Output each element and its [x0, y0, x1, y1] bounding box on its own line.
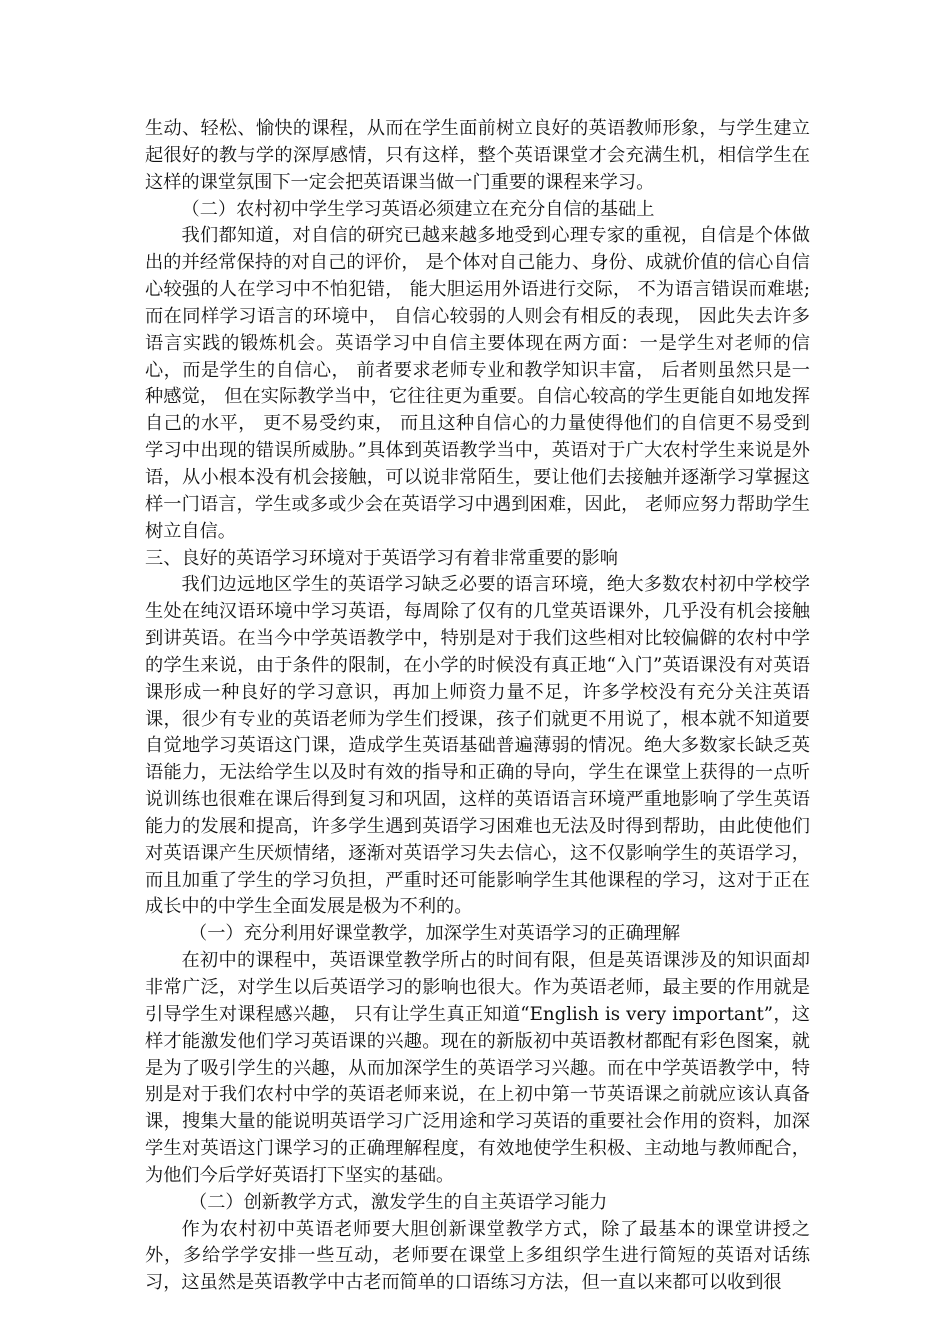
- paragraph-innovative-methods: 作为农村初中英语老师要大胆创新课堂教学方式，除了最基本的课堂讲授之外，多给学学安排一些互动，老师要在课堂上多组织学生进行简短的英语对话练习，这虽然是英语教学中古老而简单的口语练习方法，但一直以来都可以收到很: [145, 1218, 810, 1294]
- paragraph-environment: 我们边远地区学生的英语学习缺乏必要的语言环境，绝大多数农村初中学校学生处在纯汉语环境中学习英语，每周除了仅有的几堂英语课外，几乎没有机会接触到讲英语。在当今中学英语教学中，特别是对于我们这些相对比较偏僻的农村中学的学生来说，由于条件的限制，在小学的时候没有真正地“入门”英语课没有对英语课形成一种良好的学习意识，再加上师资力量不足，许多学校没有充分关注英语课，很少有专业的英语老师为学生们授课，孩子们就更不用说了，根本就不知道要自觉地学习英语这门课，造成学生英语基础普遍薄弱的情况。绝大多数家长缺乏英语能力，无法给学生以及时有效的指导和正确的导向，学生在课堂上获得的一点听说训练也很难在课后得到复习和巩固，这样的英语语言环境严重地影响了学生英语能力的发展和提高，许多学生遇到英语学习困难也无法及时得到帮助，由此使他们对英语课产生厌烦情绪，逐渐对英语学习失去信心，这不仅影响学生的英语学习，而且加重了学生的学习负担，严重时还可能影响学生其他课程的学习，这对于正在成长中的中学生全面发展是极为不利的。: [145, 574, 810, 918]
- subheading-innovative-methods: （二）创新教学方式，激发学生的自主英语学习能力: [189, 1191, 608, 1213]
- subheading-classroom-teaching: （一）充分利用好课堂教学，加深学生对英语学习的正确理解: [189, 923, 681, 945]
- paragraph-classroom-teaching: 在初中的课程中，英语课堂教学所占的时间有限，但是英语课涉及的知识面却非常广泛，对学生以后英语学习的影响也很大。作为英语老师，最主要的作用就是引导学生对课程感兴趣， 只有让学生真正知道“English is very important”，这样才能激发他们学习英语课的兴趣。现在的新版初中英语教材都配有彩色图案，就是为了吸引学生的兴趣，从而加深学生的英语学习兴趣。而在中学英语教学中，特别是对于我们农村中学的英语老师来说，在上初中第一节英语课之前就应该认真备课，搜集大量的能说明英语学习广泛用途和学习英语的重要社会作用的资料，加深学生对英语这门课学习的正确理解程度，有效地使学生积极、主动地与教师配合，为他们今后学好英语打下坚实的基础。: [145, 950, 810, 1186]
- subheading-confidence: （二）农村初中学生学习英语必须建立在充分自信的基础上: [181, 198, 655, 220]
- paragraph-intro-continuation: 生动、轻松、愉快的课程，从而在学生面前树立良好的英语教师形象，与学生建立起很好的教与学的深厚感情，只有这样，整个英语课堂才会充满生机，相信学生在这样的课堂氛围下一定会把英语课当做一门重要的课程来学习。: [145, 118, 810, 193]
- paragraph-confidence: 我们都知道，对自信的研究已越来越多地受到心理专家的重视，自信是个体做出的并经常保持的对自己的评价， 是个体对自己能力、身份、成就价值的信心自信心较强的人在学习中不怕犯错， 能大胆运用外语进行交际， 不为语言错误而难堪; 而在同样学习语言的环境中， 自信心较弱的人则会有相反的表现， 因此失去许多语言实践的锻炼机会。英语学习中自信主要体现在两方面：一是学生对老师的信心，而是学生的自信心， 前者要求老师专业和教学知识丰富， 后者则虽然只是一种感觉， 但在实际教学当中，它往往更为重要。自信心较高的学生更能自如地发挥自己的水平， 更不易受约束， 而且这种自信心的力量使得他们的自信更不易受到学习中出现的错误所威胁。”具体到英语教学当中，英语对于广大农村学生来说是外语，从小根本没有机会接触，可以说非常陌生，要让他们去接触并逐渐学习掌握这样一门语言，学生或多或少会在英语学习中遇到困难，因此， 老师应努力帮助学生树立自信。: [145, 225, 810, 542]
- section-heading-environment: 三、良好的英语学习环境对于英语学习有着非常重要的影响: [145, 547, 618, 569]
- document-body: [145, 116, 810, 1297]
